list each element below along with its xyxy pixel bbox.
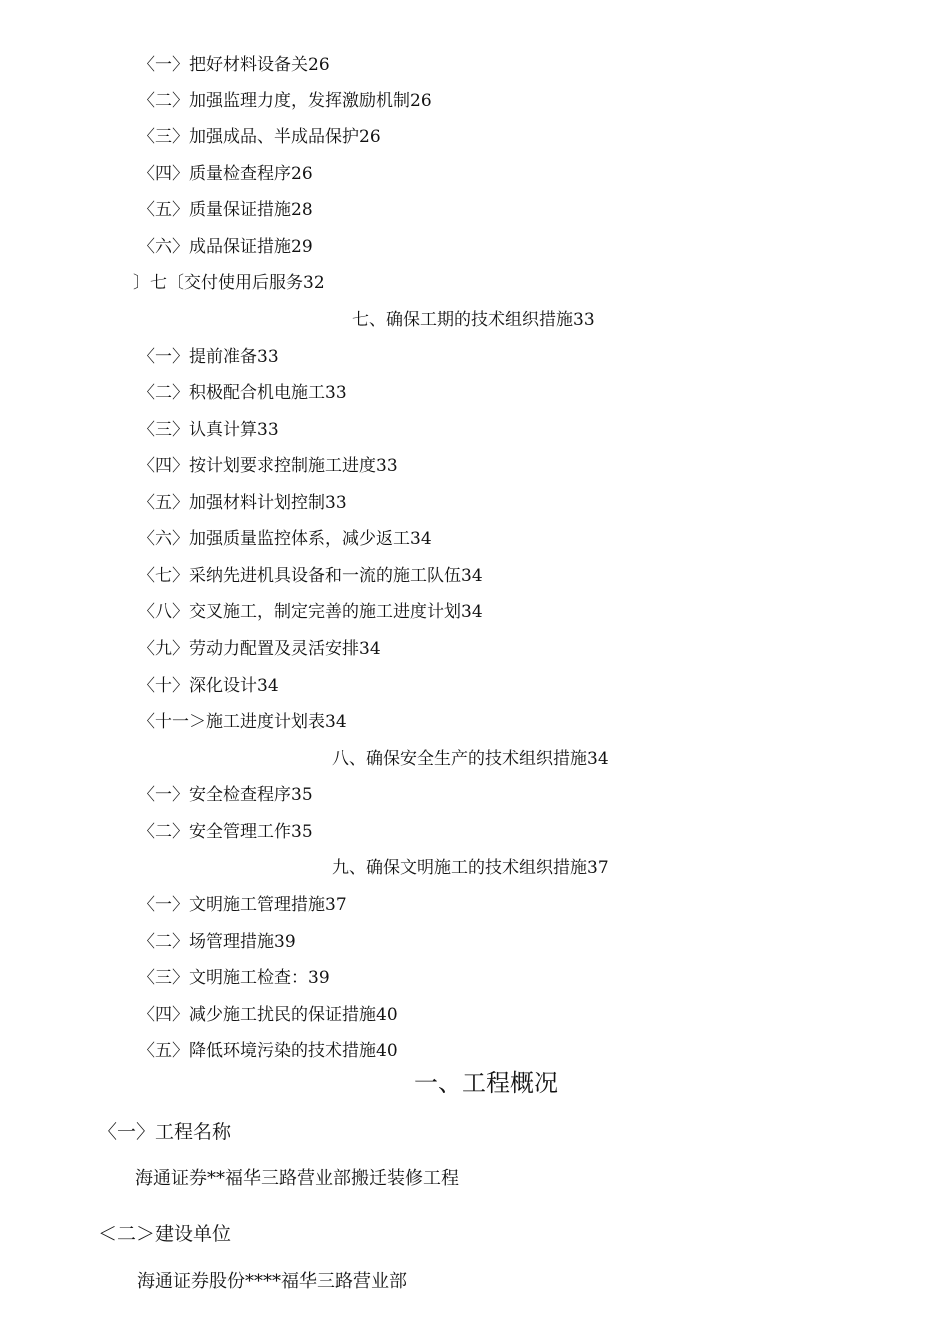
toc-item: 〈一〉提前准备33 — [138, 347, 279, 367]
toc-chapter: 九、确保文明施工的技术组织措施37 — [332, 858, 609, 878]
toc-item: 〈四〉质量检查程序26 — [138, 164, 313, 184]
toc-item: 〈七〉采纳先进机具设备和一流的施工队伍34 — [138, 566, 483, 586]
subsection-body: 海通证券股份****福华三路营业部 — [137, 1271, 407, 1292]
toc-item: 〈四〉按计划要求控制施工进度33 — [138, 456, 398, 476]
toc-item: 〈十一＞施工进度计划表34 — [138, 712, 347, 732]
toc-item: 〈五〉加强材料计划控制33 — [138, 493, 347, 513]
toc-item: 〈六〉加强质量监控体系，减少返工34 — [138, 529, 432, 549]
subsection-body: 海通证券**福华三路营业部搬迁装修工程 — [135, 1168, 459, 1189]
toc-item: 〈三〉认真计算33 — [138, 420, 279, 440]
toc-item: 〈三〉文明施工检查：39 — [138, 968, 330, 988]
subsection-title: 〈一〉工程名称 — [98, 1121, 232, 1143]
toc-item: 〈三〉加强成品、半成品保护26 — [138, 127, 381, 147]
toc-item: 〈四〉减少施工扰民的保证措施40 — [138, 1005, 398, 1025]
subsection-title: ＜二＞建设单位 — [98, 1223, 232, 1245]
toc-item: 〈六〉成品保证措施29 — [138, 237, 313, 257]
toc-item: 〈二〉积极配合机电施工33 — [138, 383, 347, 403]
toc-item: 〈五〉降低环境污染的技术措施40 — [138, 1041, 398, 1061]
toc-item: 〈八〉交叉施工，制定完善的施工进度计划34 — [138, 602, 483, 622]
section-title: 一、工程概况 — [414, 1069, 558, 1097]
toc-item: 〈二〉场管理措施39 — [138, 932, 296, 952]
toc-item: 〈一〉安全检查程序35 — [138, 785, 313, 805]
toc-item: 〈五〉质量保证措施28 — [138, 200, 313, 220]
toc-item: 〈一〉文明施工管理措施37 — [138, 895, 347, 915]
toc-item: 〈九〉劳动力配置及灵活安排34 — [138, 639, 381, 659]
toc-item: 〕七〔交付使用后服务32 — [133, 273, 325, 293]
toc-item: 〈二〉安全管理工作35 — [138, 822, 313, 842]
toc-item: 〈二〉加强监理力度，发挥激励机制26 — [138, 91, 432, 111]
toc-item: 〈一〉把好材料设备关26 — [138, 55, 330, 75]
toc-chapter: 七、确保工期的技术组织措施33 — [352, 310, 595, 330]
toc-item: 〈十〉深化设计34 — [138, 676, 279, 696]
toc-chapter: 八、确保安全生产的技术组织措施34 — [332, 749, 609, 769]
